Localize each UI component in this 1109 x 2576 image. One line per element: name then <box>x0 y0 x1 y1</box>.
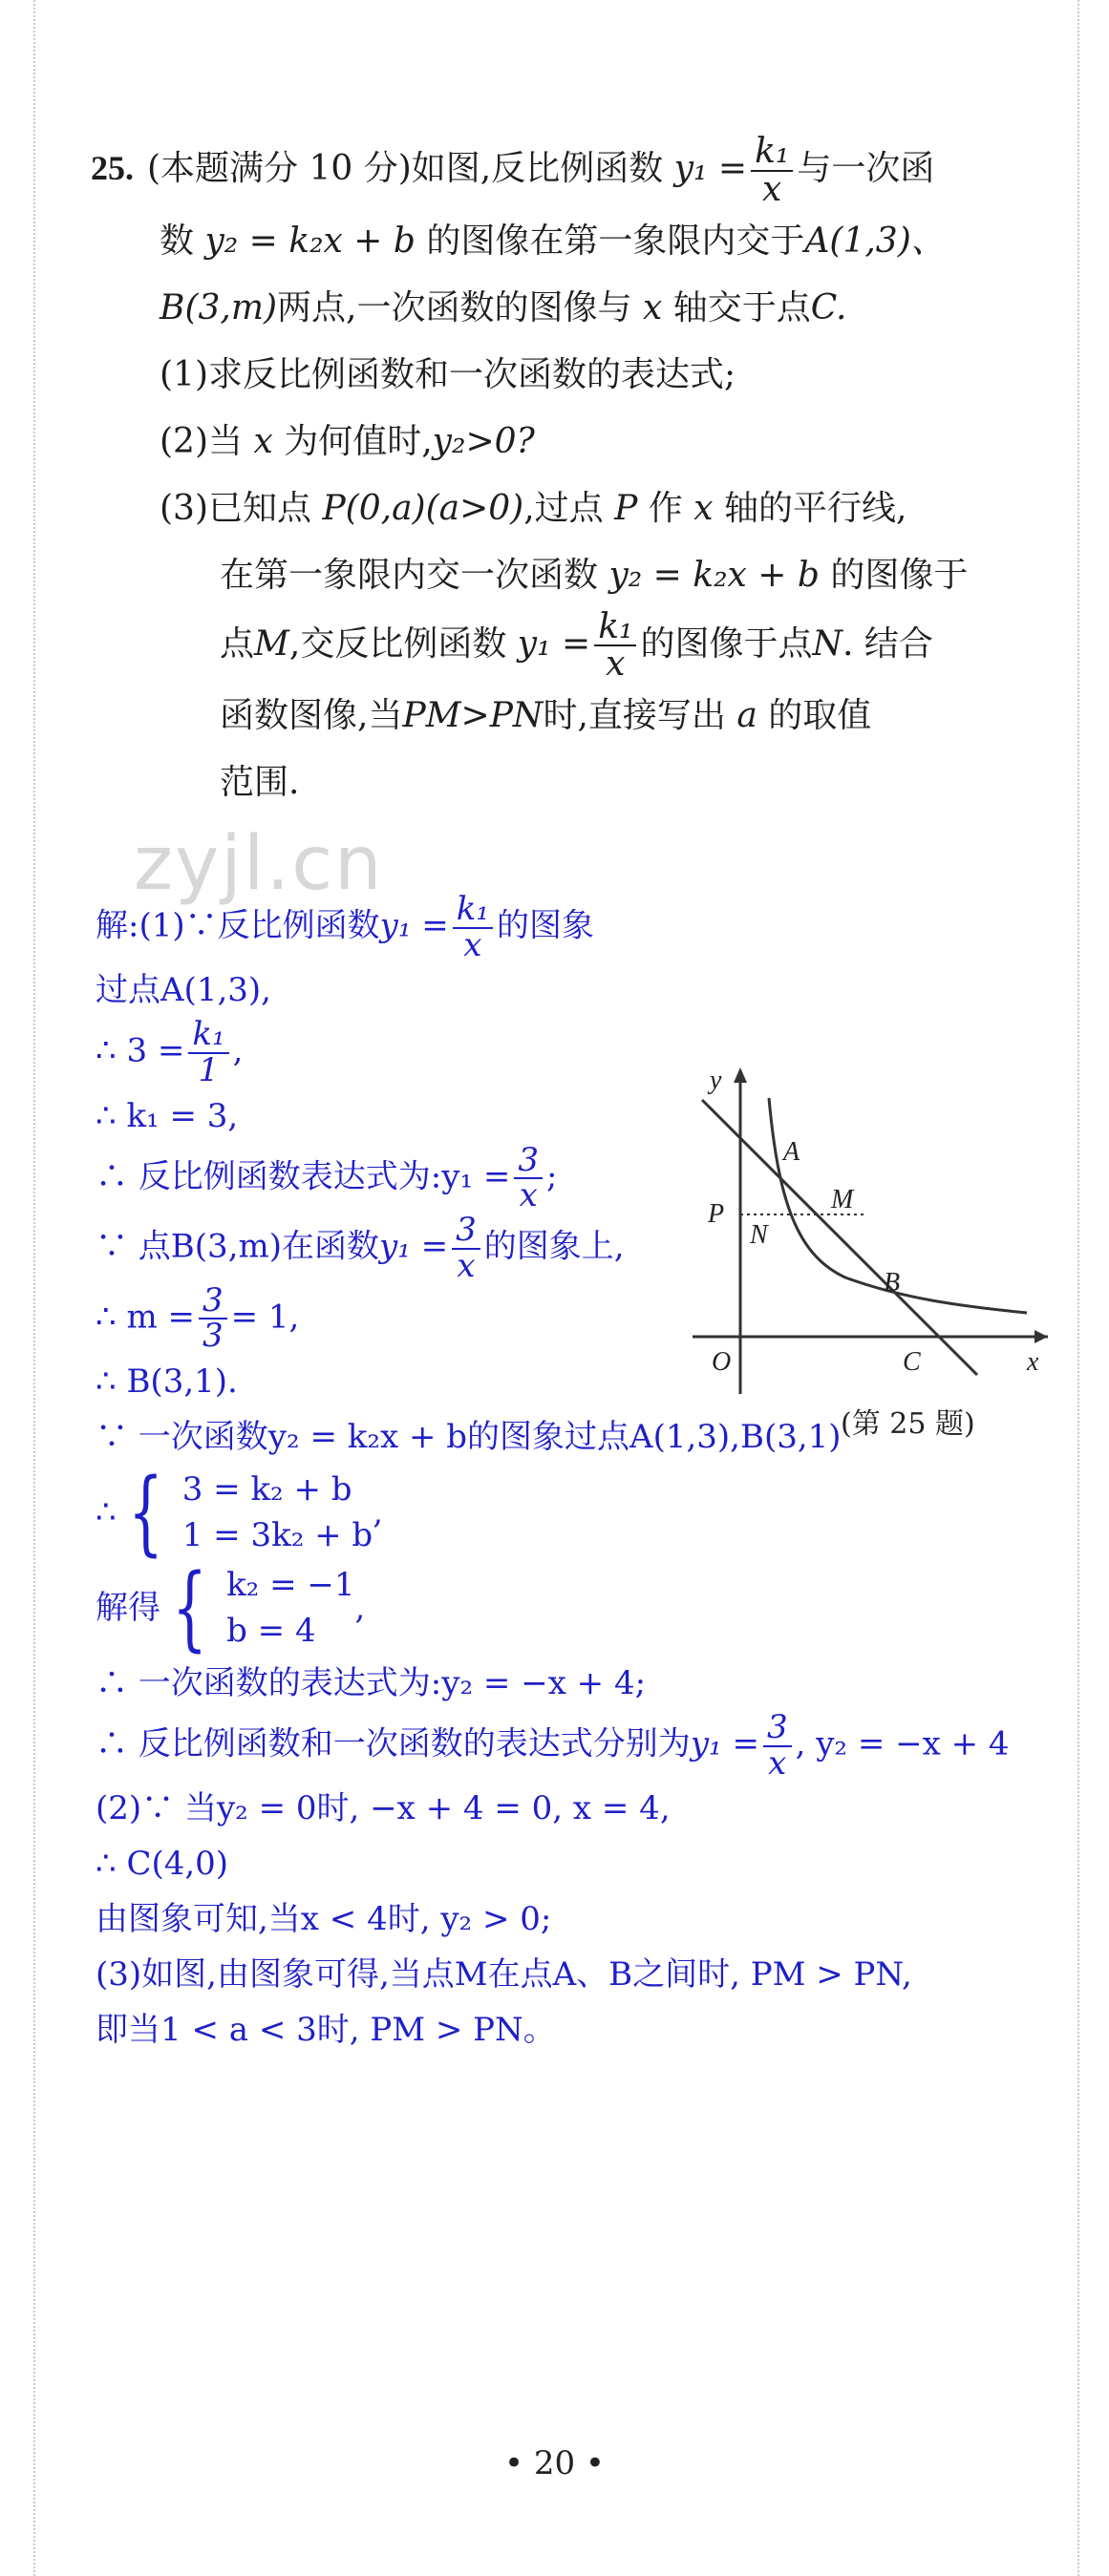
x-axis-arrow <box>1034 1330 1048 1343</box>
label-M: M <box>831 1185 854 1214</box>
label-C: C <box>903 1347 921 1377</box>
solution-line: ∴ k₁ = 3, <box>96 1096 239 1135</box>
linear-function-line <box>702 1100 977 1375</box>
figure-caption: (第 25 题) <box>841 1407 975 1441</box>
left-dotted-margin <box>33 0 35 2576</box>
solution-system-2: 解得 { k₂ = −1 b = 4 , <box>96 1553 366 1661</box>
problem-part-3-line-5: 范围. <box>220 763 300 803</box>
problem-part-3-line-3: 点M,交反比例函数 y₁ = $\frac{\text{k₁}}{x}$ 的图像于点N. 结合 <box>220 606 933 685</box>
problem-line-1: 25. (本题满分 10 分)如图,反比例函数 y₁ = $\frac{\text{k₁}}{x}$ 与一次函 <box>91 132 935 209</box>
solution-line: 解:(1)∵反比例函数y₁ = $\frac{\text{k₁}}{x}$ 的图象 <box>96 890 594 964</box>
function-graph-figure <box>673 1050 1056 1413</box>
solution-line: ∴ 反比例函数和一次函数的表达式分别为y₁ = $\frac{3}{x}$ , y₂ = −x + 4 <box>96 1707 1010 1783</box>
solution-line: ∴ m = $\frac{3}{3}$ = 1, <box>96 1280 300 1356</box>
watermark: zyjl.cn <box>134 821 384 907</box>
solution-line: 过点A(1,3), <box>96 971 271 1010</box>
label-x: x <box>1027 1347 1039 1377</box>
solution-line: ∵ 一次函数y₂ = k₂x + b的图象过点A(1,3),B(3,1) <box>96 1417 842 1456</box>
y-axis-arrow <box>734 1067 747 1083</box>
problem-part-3-line-4: 函数图像,当PM>PN时,直接写出 a 的取值 <box>220 696 872 736</box>
label-A: A <box>783 1137 800 1167</box>
problem-number: 25. <box>91 148 134 187</box>
label-y: y <box>710 1066 722 1095</box>
problem-line-2: 数 y₂ = k₂x + b 的图像在第一象限内交于A(1,3)、 <box>160 221 946 261</box>
solution-line: 由图象可知,当x < 4时, y₂ > 0; <box>96 1900 552 1939</box>
solution-line: ∴ B(3,1). <box>96 1362 238 1401</box>
solution-line: ∴ 反比例函数表达式为:y₁ = $\frac{3}{x}$ ; <box>96 1140 558 1215</box>
solution-line: (2)∵ 当y₂ = 0时, −x + 4 = 0, x = 4, <box>96 1789 671 1828</box>
fraction-k1-over-x: $\frac{\text{k₁}}{x}$ <box>751 134 793 208</box>
problem-statement <box>91 134 1056 816</box>
solution-line: ∵ 点B(3,m)在函数y₁ = $\frac{3}{x}$ 的图象上, <box>96 1211 625 1285</box>
solution-line: ∴ 一次函数的表达式为:y₂ = −x + 4; <box>96 1663 647 1702</box>
solution-line: ∴ C(4,0) <box>96 1845 229 1884</box>
problem-part-3-line-2: 在第一象限内交一次函数 y₂ = k₂x + b 的图像于 <box>220 555 969 595</box>
solution-line: 即当1 < a < 3时, PM > PN。 <box>96 2011 556 2050</box>
problem-part-3: (3)已知点 P(0,a)(a>0),过点 P 作 x 轴的平行线, <box>160 488 907 528</box>
solution-line: ∴ 3 = $\frac{\text{k₁}}{1}$ , <box>96 1015 244 1090</box>
label-N: N <box>750 1220 768 1250</box>
label-P: P <box>708 1199 725 1229</box>
solution-system-1: ∴ { 3 = k₂ + b 1 = 3k₂ + b , <box>96 1458 383 1566</box>
right-dotted-margin <box>1077 0 1079 2576</box>
solution-line: (3)如图,由图象可得,当点M在点A、B之间时, PM > PN, <box>96 1955 912 1995</box>
page-number: • 20 • <box>504 2444 605 2482</box>
problem-part-2: (2)当 x 为何值时,y₂>0? <box>160 421 535 461</box>
problem-part-1: (1)求反比例函数和一次函数的表达式; <box>160 354 736 394</box>
label-B: B <box>884 1268 901 1298</box>
problem-line-3: B(3,m)两点,一次函数的图像与 x 轴交于点C. <box>160 287 847 327</box>
label-O: O <box>712 1347 732 1377</box>
